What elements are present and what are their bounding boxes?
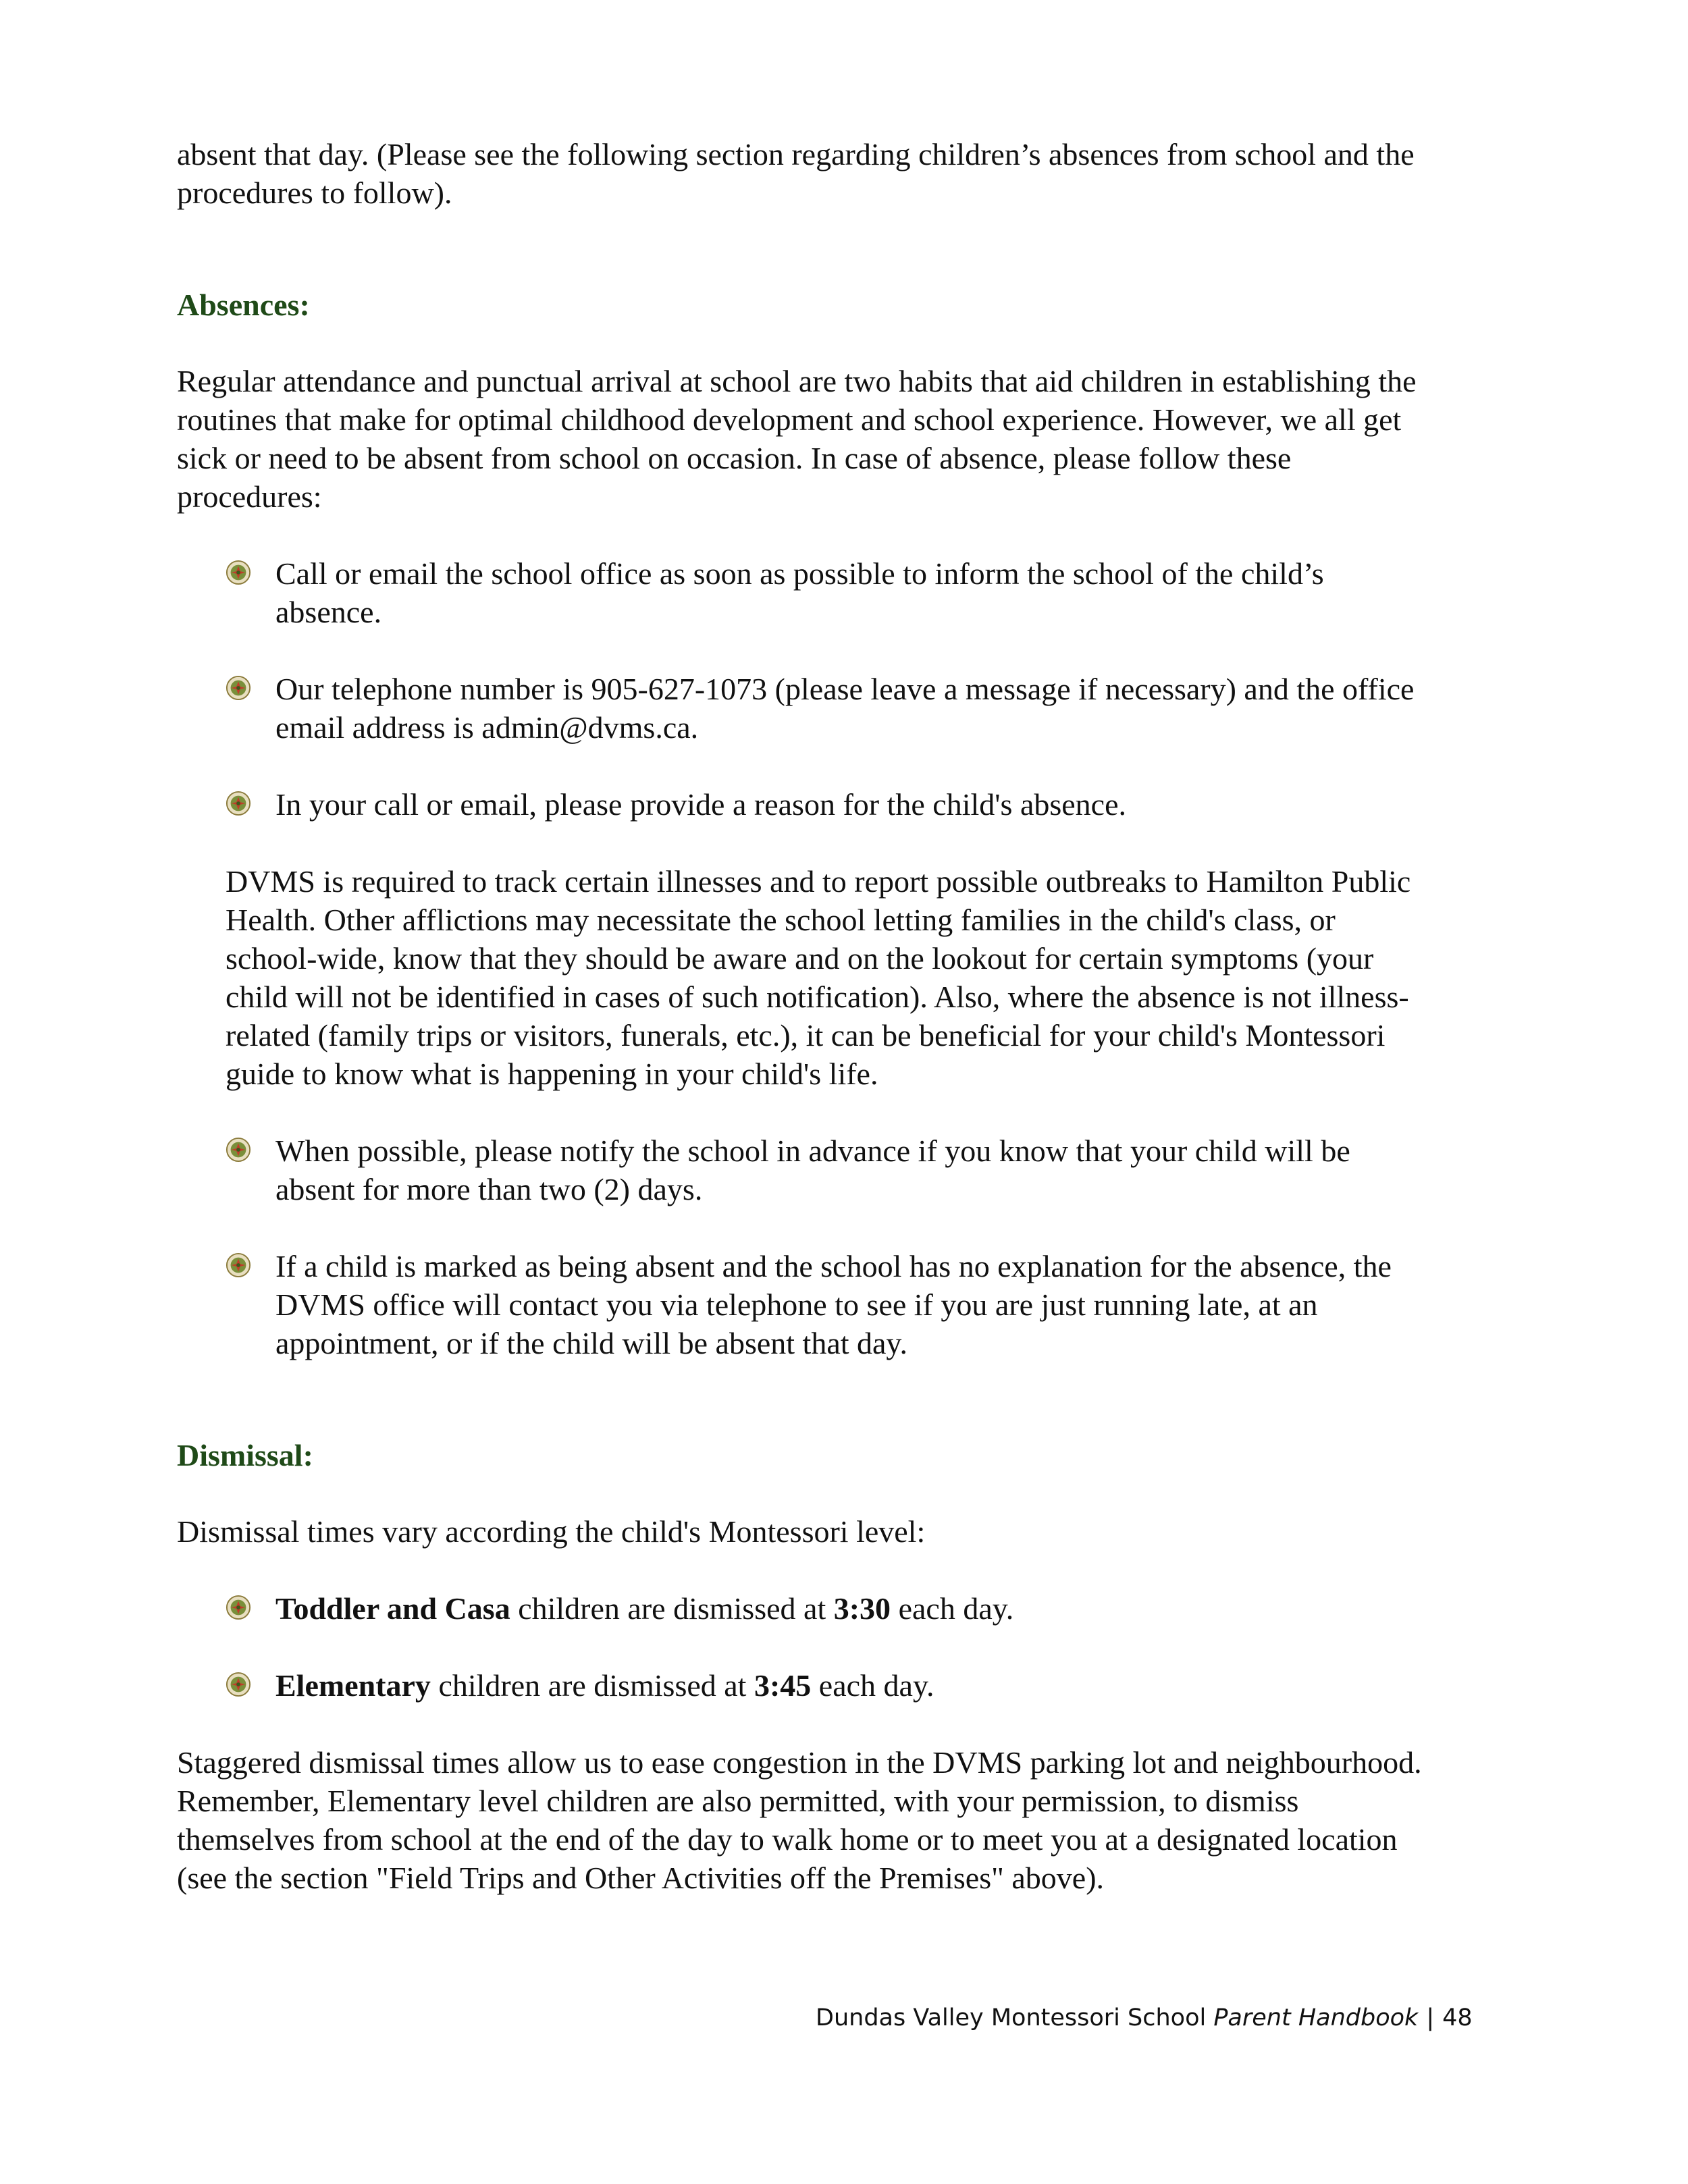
footer-separator: |: [1426, 2004, 1435, 2031]
paragraph-line: Regular attendance and punctual arrival at school are two habits that aid children in establishing the: [177, 364, 1417, 398]
footer-document-title: Parent Handbook: [1213, 2004, 1419, 2031]
paragraph-line: routines that make for optimal childhood development and school experience. However, we all get: [177, 402, 1402, 437]
montessori-logo-bullet-icon: [226, 675, 251, 701]
intro-line: absent that day. (Please see the following section regarding children’s absences from school and the: [177, 137, 1415, 171]
level-name: Elementary: [275, 1668, 431, 1703]
footer-school-name: Dundas Valley Montessori School: [816, 2004, 1214, 2031]
level-name: Toddler and Casa: [275, 1591, 510, 1626]
bullet-text: absence.: [275, 595, 382, 629]
list-item: [177, 1131, 1521, 1208]
list-item: [177, 1589, 1521, 1628]
montessori-logo-bullet-icon: [226, 1137, 251, 1163]
bullet-text: children are dismissed at: [510, 1591, 834, 1626]
bullet-text: email address is admin@dvms.ca.: [275, 710, 699, 745]
paragraph-line: procedures:: [177, 479, 322, 514]
absences-paragraph: [177, 362, 1521, 516]
paragraph-line: guide to know what is happening in your child's life.: [226, 1057, 878, 1091]
bullet-text: absent for more than two (2) days.: [275, 1172, 703, 1206]
montessori-logo-bullet-icon: [226, 1672, 251, 1697]
paragraph-line: sick or need to be absent from school on occasion. In case of absence, please follow these: [177, 441, 1292, 475]
dismissal-time: 3:45: [754, 1668, 812, 1703]
bullet-text: each day.: [891, 1591, 1014, 1626]
paragraph-line: themselves from school at the end of the day to walk home or to meet you at a designated location: [177, 1822, 1398, 1857]
page-footer: [816, 2002, 1473, 2033]
montessori-logo-bullet-icon: [226, 791, 251, 816]
bullet-text: When possible, please notify the school in advance if you know that your child will be: [275, 1134, 1350, 1168]
dismissal-heading: Dismissal:: [177, 1438, 313, 1472]
dismissal-time: 3:30: [833, 1591, 891, 1626]
absences-heading: Absences:: [177, 288, 310, 322]
bullet-text: DVMS office will contact you via telephone to see if you are just running late, at an: [275, 1287, 1318, 1322]
intro-line: procedures to follow).: [177, 176, 452, 210]
paragraph-line: child will not be identified in cases of such notification). Also, where the absence is not illness-: [226, 980, 1409, 1014]
bullet-text: Call or email the school office as soon as possible to inform the school of the child’s: [275, 556, 1324, 591]
page-number: 48: [1442, 2004, 1473, 2031]
bullet-text: If a child is marked as being absent and the school has no explanation for the absence, the: [275, 1249, 1392, 1283]
montessori-logo-bullet-icon: [226, 1595, 251, 1620]
list-item: [177, 670, 1521, 747]
paragraph-line: related (family trips or visitors, funerals, etc.), it can be beneficial for your child's Montessori: [226, 1018, 1386, 1053]
list-item: [177, 1666, 1521, 1705]
intro-paragraph: [177, 135, 1521, 212]
paragraph-line: Remember, Elementary level children are also permitted, with your permission, to dismiss: [177, 1784, 1299, 1818]
paragraph-line: Staggered dismissal times allow us to ease congestion in the DVMS parking lot and neighbourhood.: [177, 1745, 1422, 1780]
montessori-logo-bullet-icon: [226, 1252, 251, 1278]
bullet-text: appointment, or if the child will be absent that day.: [275, 1326, 907, 1360]
dismissal-closing-paragraph: [177, 1743, 1521, 1897]
paragraph-line: DVMS is required to track certain illnesses and to report possible outbreaks to Hamilton Public: [226, 864, 1411, 899]
bullet-text: Our telephone number is 905-627-1073 (please leave a message if necessary) and the office: [275, 672, 1415, 706]
paragraph-line: (see the section "Field Trips and Other Activities off the Premises" above).: [177, 1861, 1105, 1895]
bullet-text: children are dismissed at: [430, 1668, 754, 1703]
paragraph-line: school-wide, know that they should be aware and on the lookout for certain symptoms (your: [226, 941, 1374, 976]
paragraph-line: Health. Other afflictions may necessitate the school letting families in the child's class, or: [226, 903, 1336, 937]
illness-tracking-paragraph: [226, 862, 1521, 1093]
list-item: [177, 1247, 1521, 1362]
bullet-text: each day.: [811, 1668, 934, 1703]
list-item: [177, 554, 1521, 631]
document-page: [177, 135, 1521, 1897]
dismissal-intro: Dismissal times vary according the child's Montessori level:: [177, 1514, 926, 1549]
bullet-text: In your call or email, please provide a reason for the child's absence.: [275, 787, 1127, 822]
list-item: [177, 785, 1521, 824]
montessori-logo-bullet-icon: [226, 560, 251, 585]
